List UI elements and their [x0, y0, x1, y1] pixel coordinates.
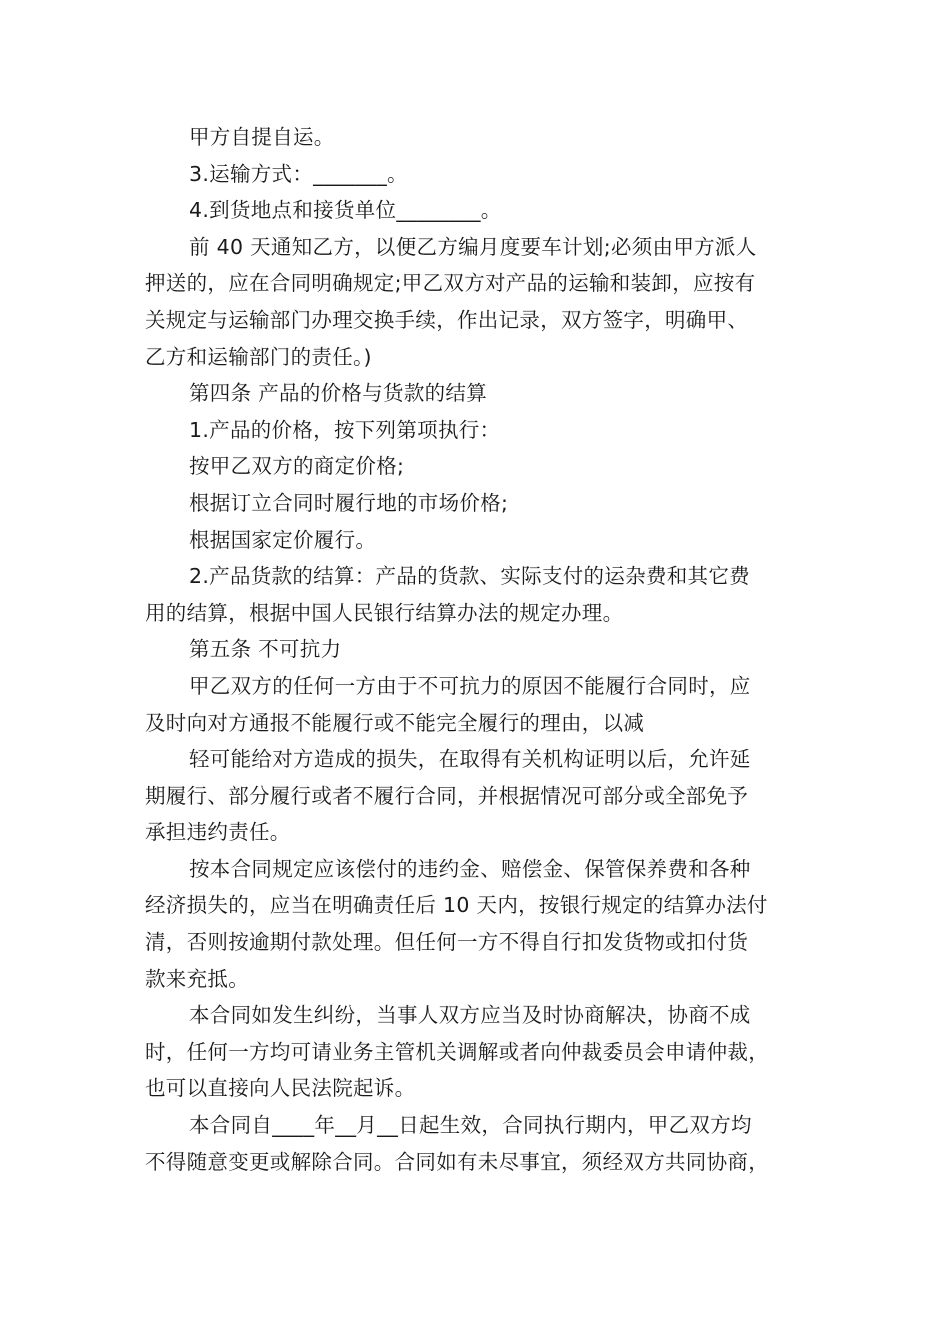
document-text-line: 根据订立合同时履行地的市场价格;	[189, 490, 509, 515]
document-text-line: 4.到货地点和接货单位________。	[189, 198, 502, 223]
document-text-line: 承担违约责任。	[145, 820, 291, 845]
document-body	[145, 119, 810, 1180]
document-text-line: 前 40 天通知乙方，以便乙方编月度要车计划;必须由甲方派人	[189, 234, 757, 259]
document-text-line: 押送的，应在合同明确规定;甲乙双方对产品的运输和装卸，应按有	[145, 271, 756, 296]
document-text-line: 按本合同规定应该偿付的违约金、赔偿金、保管保养费和各种	[189, 856, 751, 881]
document-text-line: 期履行、部分履行或者不履行合同，并根据情况可部分或全部免予	[145, 783, 749, 808]
document-text-line: 3.运输方式：_______。	[189, 161, 408, 186]
document-text-line: 关规定与运输部门办理交换手续，作出记录，双方签字，明确甲、	[145, 307, 749, 332]
document-text-line: 甲方自提自运。	[189, 125, 335, 149]
document-text-line: 第五条 不可抗力	[189, 637, 342, 662]
document-text-line: 用的结算，根据中国人民银行结算办法的规定办理。	[145, 600, 624, 625]
document-text-line: 第四条 产品的价格与货款的结算	[189, 381, 488, 406]
document-text-line: 时，任何一方均可请业务主管机关调解或者向仲裁委员会申请仲裁，	[145, 1039, 769, 1064]
document-text-line: 不得随意变更或解除合同。合同如有未尽事宜，须经双方共同协商，	[145, 1149, 769, 1174]
document-text-line: 本合同自____年__月__日起生效，合同执行期内，甲乙双方均	[189, 1113, 752, 1138]
document-text-line: 也可以直接向人民法院起诉。	[145, 1076, 416, 1101]
document-text-line: 1.产品的价格，按下列第项执行：	[189, 417, 501, 442]
document-text-line: 经济损失的，应当在明确责任后 10 天内，按银行规定的结算办法付	[145, 893, 768, 918]
document-text-line: 本合同如发生纠纷，当事人双方应当及时协商解决，协商不成	[189, 1003, 751, 1028]
document-text-line: 清，否则按逾期付款处理。但任何一方不得自行扣发货物或扣付货	[145, 930, 749, 955]
document-text-line: 2.产品货款的结算：产品的货款、实际支付的运杂费和其它费	[189, 564, 750, 589]
document-text-line: 乙方和运输部门的责任。)	[145, 344, 372, 369]
document-text-line: 款来充抵。	[145, 966, 249, 991]
document-text-line: 按甲乙双方的商定价格;	[189, 454, 405, 479]
document-text-line: 甲乙双方的任何一方由于不可抗力的原因不能履行合同时，应	[189, 673, 751, 698]
document-text-line: 及时向对方通报不能履行或不能完全履行的理由，以减	[145, 710, 645, 735]
document-text-line: 轻可能给对方造成的损失，在取得有关机构证明以后，允许延	[189, 747, 751, 772]
document-text-line: 根据国家定价履行。	[189, 527, 377, 552]
